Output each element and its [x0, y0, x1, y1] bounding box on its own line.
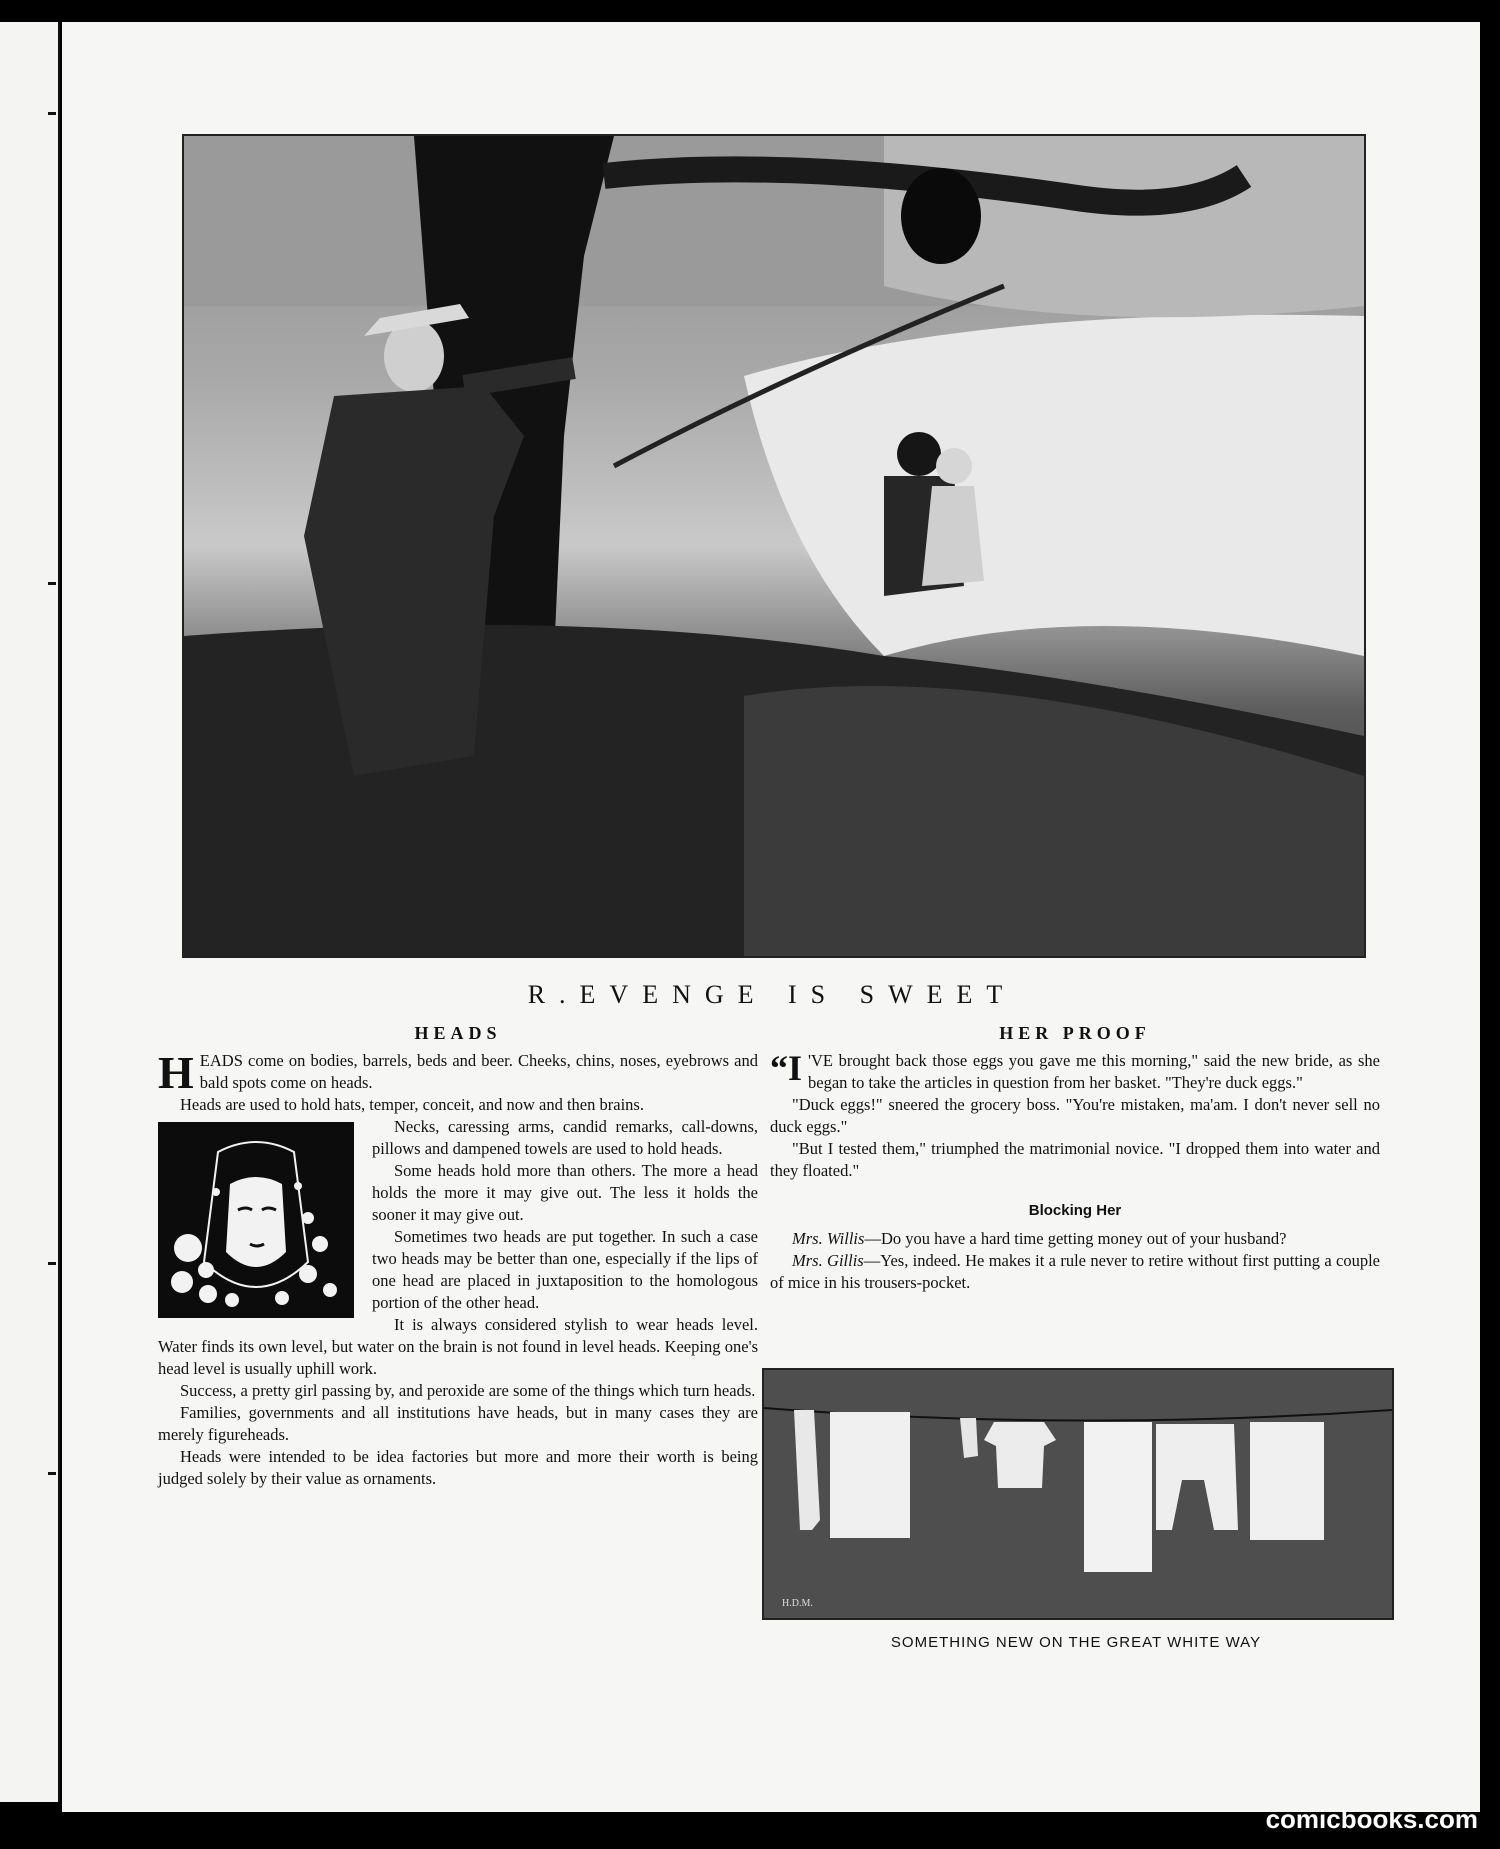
- heads-paragraph: Heads are used to hold hats, temper, conceit, and now and then brains.: [180, 1095, 644, 1114]
- heads-paragraph: Families, governments and all institutions have heads, but in many cases they are merely figureheads.: [158, 1403, 758, 1444]
- her-proof-paragraph: "Duck eggs!" sneered the grocery boss. "You're mistaken, ma'am. I don't never sell no duck eggs.": [770, 1095, 1380, 1136]
- spine-mark: [48, 112, 56, 115]
- spine-mark: [48, 1472, 56, 1475]
- blocking-her-line: [770, 1250, 1380, 1294]
- heads-paragraph: Heads were intended to be idea factories but more and more their worth is being judged solely by their value as ornaments.: [158, 1447, 758, 1488]
- heads-dropcap: H: [158, 1047, 194, 1098]
- her-proof-title: HER PROOF: [999, 1023, 1151, 1043]
- heads-paragraph: Sometimes two heads are put together. In such a case two heads may be better than one, especially if the lips of one head are placed in juxtaposition to the homologous portion of the other head.: [372, 1227, 758, 1312]
- revenge-illustration-drawing: [184, 136, 1364, 956]
- spine-mark: [48, 582, 56, 585]
- heads-paragraph: Success, a pretty girl passing by, and peroxide are some of the things which turn heads.: [180, 1381, 756, 1400]
- blocking-her-line: [770, 1228, 1380, 1250]
- her-proof-paragraph-text: 'VE brought back those eggs you gave me this morning," said the new bride, as she began to take the articles in question from her basket. "They're duck eggs.": [808, 1051, 1380, 1092]
- artist-signature: H.D.M.: [782, 1598, 813, 1609]
- clothesline-drawing: [764, 1370, 1392, 1618]
- revenge-illustration: [182, 134, 1366, 958]
- clothesline-caption: SOMETHING NEW ON THE GREAT WHITE WAY: [890, 1634, 1262, 1651]
- speaker-name: Mrs. Willis: [792, 1229, 865, 1248]
- blocking-her-title: Blocking Her: [1028, 1202, 1122, 1219]
- magazine-page: [62, 22, 1480, 1812]
- dialogue-text: —Do you have a hard time getting money out of your husband?: [864, 1229, 1287, 1248]
- clothesline-illustration: [762, 1368, 1394, 1620]
- heads-paragraph-text: EADS come on bodies, barrels, beds and beer. Cheeks, chins, noses, eyebrows and bald spots come on heads.: [199, 1051, 758, 1092]
- hooded-woman-woodcut: [158, 1122, 354, 1318]
- heads-title: HEADS: [414, 1023, 502, 1043]
- site-watermark: comicbooks.com: [1265, 1804, 1478, 1834]
- heads-paragraph: It is always considered stylish to wear heads level. Water finds its own level, but water on the brain is not found in level heads. Keeping one's head level is usually uphill work.: [158, 1315, 758, 1378]
- illustration-caption: R.EVENGE IS SWEET: [527, 980, 1017, 1009]
- her-proof-dropcap: “I: [770, 1048, 803, 1088]
- book-spine: [0, 22, 60, 1802]
- dialogue-text: —Yes, indeed. He makes it a rule never to retire without first putting a couple of mice in his trousers-pocket.: [770, 1251, 1380, 1292]
- hooded-woman-woodcut-drawing: [158, 1122, 354, 1318]
- spine-mark: [48, 1262, 56, 1265]
- her-proof-paragraph: [770, 1050, 1380, 1094]
- her-proof-paragraph: "But I tested them," triumphed the matrimonial novice. "I dropped them into water and they floated.": [770, 1139, 1380, 1180]
- her-proof-column: [770, 1022, 1380, 1294]
- heads-column: [158, 1022, 758, 1490]
- heads-paragraph: Some heads hold more than others. The more a head holds the more it may give out. The less it holds the sooner it may give out.: [372, 1161, 758, 1224]
- speaker-name: Mrs. Gillis: [792, 1251, 864, 1270]
- heads-paragraph: Necks, caressing arms, candid remarks, call-downs, pillows and dampened towels are used to hold heads.: [372, 1117, 758, 1158]
- heads-paragraph: [158, 1047, 758, 1098]
